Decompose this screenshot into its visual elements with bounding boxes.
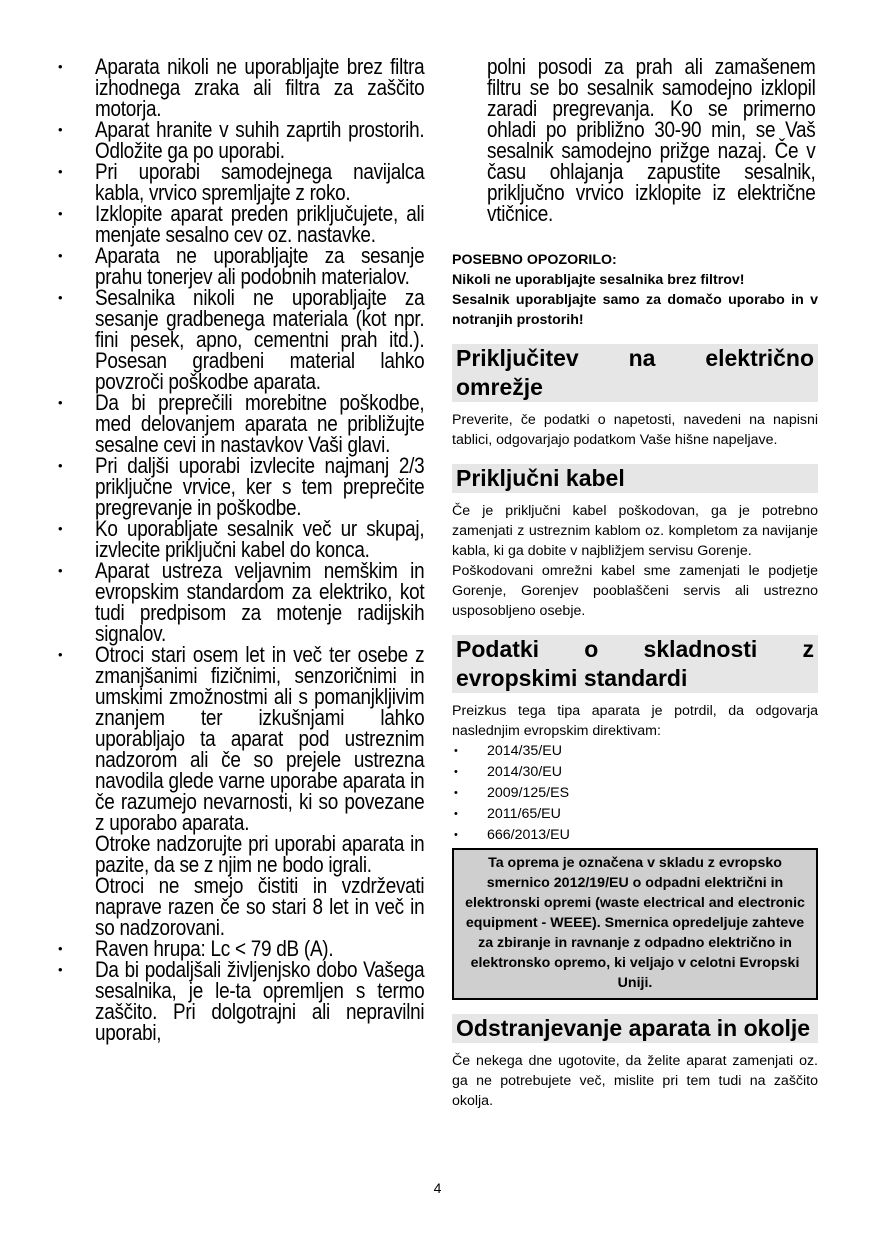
warning-line-1: Nikoli ne uporabljajte sesalnika brez filtrov! — [452, 272, 745, 288]
bullet-icon: • — [58, 206, 63, 221]
special-warning — [452, 250, 818, 330]
section-heading-standards: Podatki o skladnosti z evropskimi standardi — [452, 635, 818, 693]
list-item: • Da bi preprečili morebitne poškodbe, med delovanjem aparata ne približujte sesalne cevi in nastavkov Vaši glavi. — [58, 390, 425, 457]
bullet-icon: • — [454, 808, 458, 820]
cable-text-2: Poškodovani omrežni kabel sme zamenjati le podjetje Gorenje, Gorenjev pooblaščeni servis ali ustrezno usposobljeno osebje. — [452, 563, 818, 619]
list-item: • Sesalnika nikoli ne uporabljajte za sesanje gradbenega materiala (kot npr. fini pesek, apno, cementni prah itd.). Posesan gradbeni material lahko povzroči poškodbe aparata. — [58, 285, 425, 394]
list-item: • Da bi podaljšali življenjsko dobo Vašega sesalnika, je le-ta opremljen s termo zaščito. Pri dolgotrajni ali nepravilni uporabi, — [58, 957, 425, 1045]
directive-item: • 2014/35/EU — [452, 741, 818, 762]
warning-title: POSEBNO OPOZORILO: — [452, 252, 617, 268]
bullet-icon: • — [58, 248, 63, 263]
list-item: • Aparat hranite v suhih zaprtih prostorih. Odložite ga po uporabi. — [58, 117, 425, 163]
bullet-icon: • — [58, 962, 63, 977]
section-heading-cable: Priključni kabel — [452, 464, 818, 493]
bullet-icon: • — [58, 395, 63, 410]
list-item: • Aparata nikoli ne uporabljajte brez filtra izhodnega zraka ali filtra za zaščito motorja. — [58, 54, 425, 121]
warning-line-2: Sesalnik uporabljajte samo za domačo uporabo in v notranjih prostorih! — [452, 292, 818, 328]
bullet-icon: • — [58, 941, 63, 956]
bullet-icon: • — [58, 122, 63, 137]
children-supervision-text: Otroke nadzorujte pri uporabi aparata in pazite, da se z njim ne bodo igrali. — [95, 831, 425, 877]
connection-text: Preverite, če podatki o napetosti, navedeni na napisni tablici, odgovarjajo podatkom Vaše hišne napeljave. — [452, 412, 818, 448]
bullet-icon: • — [58, 59, 63, 74]
list-item: • Ko uporabljate sesalnik več ur skupaj, izvlecite priključni kabel do konca. — [58, 516, 425, 562]
bullet-icon: • — [454, 766, 458, 778]
list-item: • Raven hrupa: Lc < 79 dB (A). — [58, 936, 334, 961]
directive-item: • 2014/30/EU — [452, 762, 818, 783]
bullet-icon: • — [58, 521, 63, 536]
bullet-icon: • — [454, 829, 458, 841]
page-number: 4 — [433, 1180, 442, 1196]
section-heading-connection: Priključitev na električno omrežje — [452, 344, 818, 402]
bullet-icon: • — [454, 787, 458, 799]
list-item: • Izklopite aparat preden priključujete, ali menjate sesalno cev oz. nastavke. — [58, 201, 425, 247]
bullet-icon: • — [58, 164, 63, 179]
children-cleaning-text: Otroci ne smejo čistiti in vzdrževati naprave razen če so stari 8 let in več in so nadzorovani. — [95, 873, 425, 940]
bullet-icon: • — [58, 563, 63, 578]
standards-text: Preizkus tega tipa aparata je potrdil, da odgovarja naslednjim evropskim direktivam: — [452, 703, 818, 739]
list-item: • Aparata ne uporabljajte za sesanje prahu tonerjev ali podobnih materialov. — [58, 243, 425, 289]
thermal-protection-continued: polni posodi za prah ali zamašenem filtru se bo sesalnik samodejno izklopil zaradi pregrevanja. Ko se primerno ohladi po približno 30-90 min, se Vaš sesalnik samodejno prižge nazaj. Če v času ohlajanja zapustite sesalnik, priključno vrvico izklopite iz električne vtičnice. — [487, 54, 816, 226]
directive-item: • 2009/125/ES — [452, 783, 818, 804]
bullet-icon: • — [58, 290, 63, 305]
right-column — [452, 56, 818, 1111]
weee-notice-box: Ta oprema je označena v skladu z evropsko smernico 2012/19/EU o odpadni električni in elektronski opremi (waste electrical and electronic equipment - WEEE). Smernica opredeljuje zahteve za zbiranje in ravnanje z odpadno električno in elektronsko opremo, ki veljajo v celotni Evropski Uniji. — [452, 848, 818, 1000]
list-item: • Aparat ustreza veljavnim nemškim in evropskim standardom za elektriko, kot tudi predpisom za motenje radijskih signalov. — [58, 558, 425, 646]
list-item: • Pri daljši uporabi izvlecite najmanj 2/3 priključne vrvice, ker s tem preprečite pregrevanje in poškodbe. — [58, 453, 425, 520]
disposal-text: Če nekega dne ugotovite, da želite aparat zamenjati oz. ga ne potrebujete več, mislite pri tem tudi na zaščito okolja. — [452, 1053, 818, 1109]
section-heading-disposal: Odstranjevanje aparata in okolje — [452, 1014, 818, 1043]
directive-item: • 2011/65/EU — [452, 804, 818, 825]
cable-text-1: Če je priključni kabel poškodovan, ga je potrebno zamenjati z ustreznim kablom oz. kompletom za navijanje kabla, ki ga dobite v najbližjem servisu Gorenje. — [452, 503, 818, 559]
bullet-icon: • — [58, 458, 63, 473]
safety-list — [56, 56, 424, 833]
bullet-icon: • — [58, 647, 63, 662]
bullet-icon: • — [454, 745, 458, 757]
list-item: • Otroci stari osem let in več ter osebe z zmanjšanimi fizičnimi, senzoričnimi in umskimi zmožnostmi ali s pomanjkljivim znanjem ter izkušnjami lahko uporabljajo ta aparat pod ustreznim nadzorom ali če so prejele ustrezna navodila glede varne uporabe aparata in če razumejo nevarnosti, ki so povezane z uporabo aparata. — [58, 642, 425, 835]
directive-item: • 666/2013/EU — [452, 825, 818, 846]
left-column — [56, 56, 424, 1043]
directive-list — [452, 741, 818, 846]
list-item: • Pri uporabi samodejnega navijalca kabla, vrvico spremljajte z roko. — [58, 159, 425, 205]
safety-list-continued — [56, 938, 424, 1043]
